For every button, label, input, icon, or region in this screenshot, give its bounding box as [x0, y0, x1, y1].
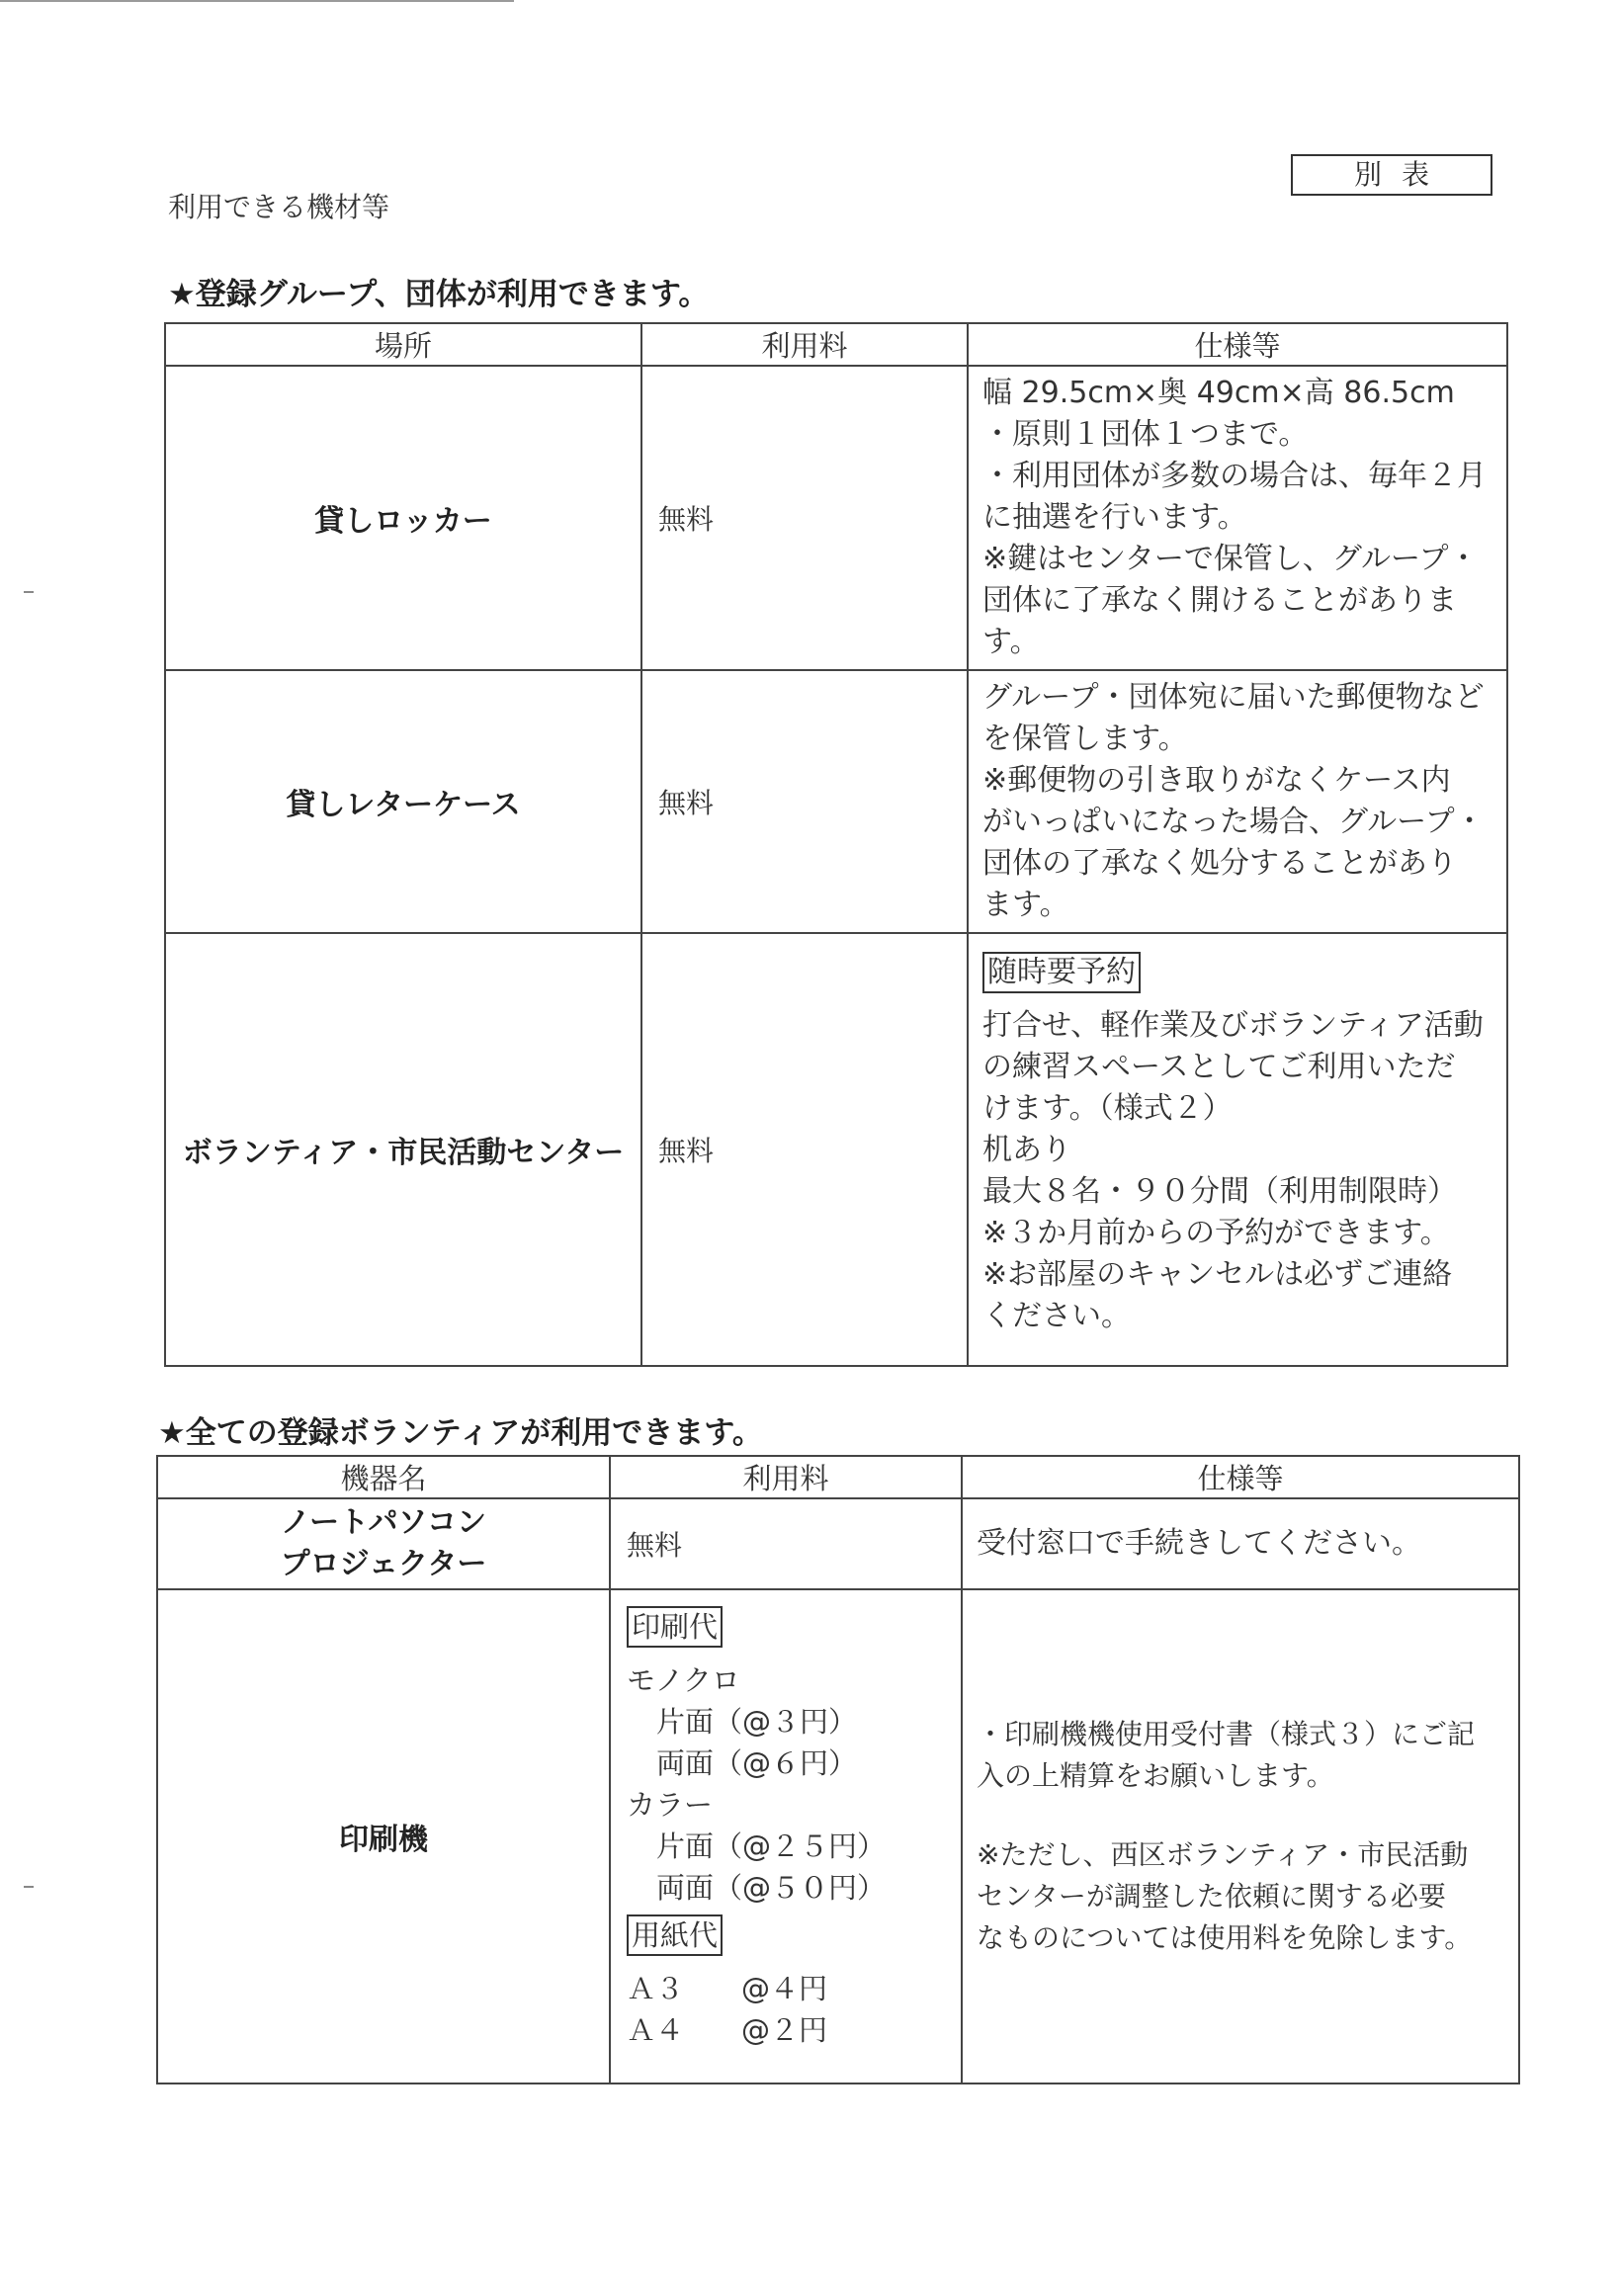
header-fee: 利用料 — [610, 1456, 962, 1498]
spec-line: を保管します。 — [982, 722, 1188, 756]
spec-line: ます。 — [982, 888, 1069, 922]
row-printer-spec — [962, 1589, 1519, 2083]
spec-line: 団体の了承なく処分することがあり — [982, 846, 1457, 881]
row-locker-name: 貸しロッカー — [165, 366, 641, 670]
attachment-tag: 別表 — [1291, 154, 1492, 196]
row-center-fee: 無料 — [641, 933, 968, 1366]
section2-table — [156, 1455, 1520, 2084]
row-printer-fee — [610, 1589, 962, 2083]
header-location: 場所 — [165, 323, 641, 366]
spec-line: ※鍵はセンターで保管し、グループ・ — [982, 542, 1479, 576]
page-subtitle: 利用できる機材等 — [168, 191, 390, 223]
row-center-name: ボランティア・市民活動センター — [165, 933, 641, 1366]
spec-line: ※ただし、西区ボランティア・市民活動 — [977, 1838, 1469, 1871]
section2-heading: ★全ての登録ボランティアが利用できます。 — [158, 1415, 763, 1451]
spec-line: に抽選を行います。 — [982, 500, 1247, 535]
reservation-required-label: 随時要予約 — [982, 952, 1141, 993]
header-spec: 仕様等 — [962, 1456, 1519, 1498]
row-lettercase-spec — [968, 670, 1507, 933]
device-name-line: ノートパソコン — [281, 1505, 486, 1540]
fee-line: 両面（@５０円） — [656, 1871, 887, 1905]
spec-line: なものについては使用料を免除します。 — [977, 1921, 1473, 1954]
spec-line: がいっぱいになった場合、グループ・ — [982, 805, 1485, 839]
row-pc-projector-spec: 受付窓口で手続きしてください。 — [962, 1498, 1519, 1589]
fee-mono-label: モノクロ — [627, 1663, 740, 1697]
table-row — [157, 1589, 1519, 2083]
scan-mark — [24, 1886, 34, 1888]
spec-line: す。 — [982, 625, 1040, 659]
spec-line: 打合せ、軽作業及びボランティア活動 — [982, 1008, 1484, 1043]
fee-line: 片面（@２５円） — [656, 1829, 887, 1863]
row-lettercase-fee: 無料 — [641, 670, 968, 933]
table-row — [165, 933, 1507, 1366]
spec-line: 最大８名・９０分間（利用制限時） — [982, 1174, 1457, 1209]
row-center-spec — [968, 933, 1507, 1366]
paper-fee-label: 用紙代 — [627, 1914, 723, 1956]
spec-line: ※お部屋のキャンセルは必ずご連絡 — [982, 1257, 1453, 1292]
section1-table — [164, 322, 1508, 1367]
table-row — [165, 366, 1507, 670]
device-name-line: プロジェクター — [280, 1547, 487, 1581]
table-row — [165, 670, 1507, 933]
scan-mark — [24, 591, 34, 593]
spec-line: の練習スペースとしてご利用いただ — [982, 1050, 1456, 1084]
spec-line: ・利用団体が多数の場合は、毎年２月 — [982, 459, 1487, 493]
fee-line: 片面（@３円） — [656, 1705, 858, 1739]
section2-header-row — [157, 1456, 1519, 1498]
spec-line: グループ・団体宛に届いた郵便物など — [982, 680, 1485, 715]
fee-line: 両面（@６円） — [656, 1746, 858, 1780]
section1-heading: ★登録グループ、団体が利用できます。 — [168, 277, 710, 312]
spec-line: センターが調整した依頼に関する必要 — [977, 1880, 1446, 1913]
spec-line: ください。 — [982, 1299, 1131, 1333]
row-pc-projector-name — [157, 1498, 610, 1589]
spec-line: ※郵便物の引き取りがなくケース内 — [982, 763, 1451, 798]
row-locker-spec — [968, 366, 1507, 670]
paper-line: Ａ４ @２円 — [627, 2013, 828, 2047]
scan-edge-line — [0, 0, 514, 2]
header-fee: 利用料 — [641, 323, 968, 366]
fee-color-label: カラー — [627, 1788, 714, 1822]
spec-line: 団体に了承なく開けることがありま — [982, 583, 1457, 618]
spec-line: 幅 29.5cm×奥 49cm×高 86.5cm — [982, 376, 1455, 410]
spec-line: ・原則１団体１つまで。 — [982, 417, 1309, 452]
row-pc-projector-fee: 無料 — [610, 1498, 962, 1589]
spec-line: 入の上精算をお願いします。 — [977, 1759, 1334, 1792]
spec-line: ※３か月前からの予約ができます。 — [982, 1216, 1450, 1250]
row-lettercase-name: 貸しレターケース — [165, 670, 641, 933]
printing-fee-label: 印刷代 — [627, 1606, 723, 1648]
spec-line: けます。（様式２） — [982, 1091, 1233, 1126]
header-device-name: 機器名 — [157, 1456, 610, 1498]
row-printer-name: 印刷機 — [157, 1589, 610, 2083]
header-spec: 仕様等 — [968, 323, 1507, 366]
table-row — [157, 1498, 1519, 1589]
spec-line: ・印刷機機使用受付書（様式３）にご記 — [977, 1718, 1476, 1750]
spec-line: 机あり — [982, 1133, 1071, 1167]
row-locker-fee: 無料 — [641, 366, 968, 670]
paper-line: Ａ３ @４円 — [627, 1972, 828, 2005]
spacer — [977, 1797, 1508, 1834]
section1-header-row — [165, 323, 1507, 366]
